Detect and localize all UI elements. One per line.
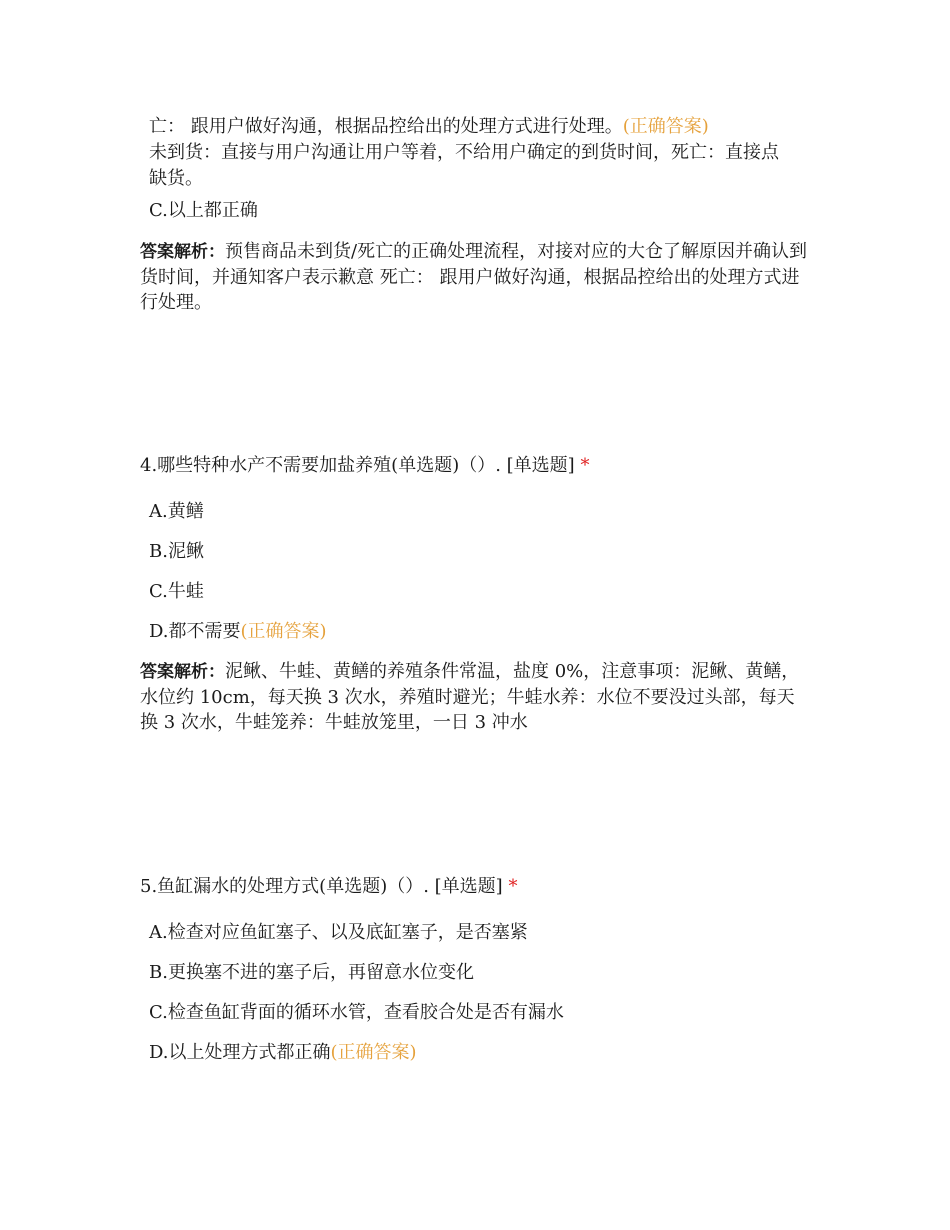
answer-analysis-label: 答案解析： [140, 662, 225, 682]
correct-answer-tag: (正确答案) [622, 116, 709, 137]
q5-option-b: B.更换塞不进的塞子后，再留意水位变化 [149, 962, 474, 983]
q4-option-d [149, 619, 327, 645]
correct-answer-tag: (正确答案) [240, 621, 327, 642]
answer-analysis-label: 答案解析： [140, 242, 225, 262]
q4-option-c: C.牛蛙 [149, 581, 204, 602]
q3-option-d: C.以上都正确 [149, 200, 258, 221]
q3-option-c-line2: 缺货。 [149, 168, 203, 189]
option-text: D.都不需要 [149, 621, 241, 642]
correct-answer-tag: (正确答案) [330, 1042, 417, 1063]
q3-answer-analysis [140, 239, 810, 315]
q5-option-a: A.检查对应鱼缸塞子、以及底缸塞子，是否塞紧 [149, 922, 528, 943]
answer-analysis-text: 预售商品未到货/死亡的正确处理流程，对接对应的大仓了解原因并确认到货时间，并通知客户表示歉意 死亡： 跟用户做好沟通，根据品控给出的处理方式进行处理。 [140, 241, 808, 313]
q3-option-b-continued [149, 114, 709, 140]
q4-option-a: A.黄鳝 [149, 501, 204, 522]
answer-analysis-text: 泥鳅、牛蛙、黄鳝的养殖条件常温，盐度 0%，注意事项：泥鳅、黄鳝，水位约 10cm，每天换 3 次水，养殖时避光；牛蛙水养：水位不要没过头部，每天换 3 次水，牛蛙笼养：牛蛙放笼里，一日 3 冲水 [140, 661, 800, 733]
question-title-text: 4.哪些特种水产不需要加盐养殖(单选题)（）. [单选题] [140, 455, 575, 476]
q3-option-c-line1: 未到货：直接与用户沟通让用户等着，不给用户确定的到货时间，死亡：直接点 [149, 142, 779, 163]
q5-option-d [149, 1040, 417, 1066]
required-mark: * [580, 455, 590, 476]
q4-title [140, 453, 589, 479]
q4-option-b: B.泥鳅 [149, 541, 204, 562]
option-text: 亡： 跟用户做好沟通，根据品控给出的处理方式进行处理。 [149, 116, 623, 137]
option-text: D.以上处理方式都正确 [149, 1042, 331, 1063]
required-mark: * [508, 876, 518, 897]
q5-option-c: C.检查鱼缸背面的循环水管，查看胶合处是否有漏水 [149, 1002, 564, 1023]
q5-title [140, 874, 517, 900]
question-title-text: 5.鱼缸漏水的处理方式(单选题)（）. [单选题] [140, 876, 503, 897]
q4-answer-analysis [140, 659, 810, 735]
